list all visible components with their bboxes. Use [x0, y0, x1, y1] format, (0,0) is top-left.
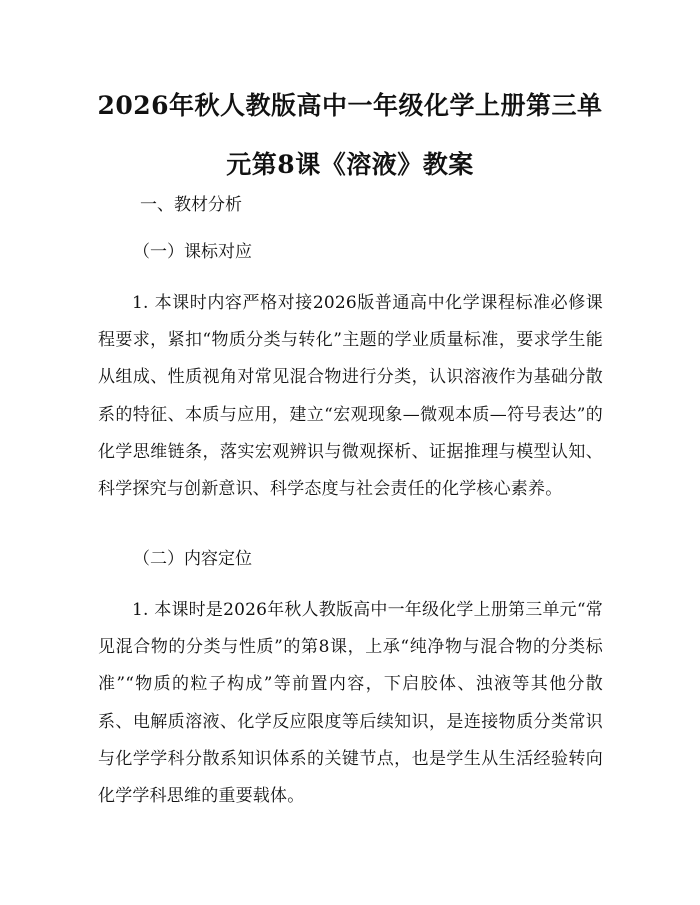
- paragraph-curriculum-standard: 1. 本课时内容严格对接2026版普通高中化学课程标准必修课程要求，紧扣“物质分类与转化”主题的学业质量标准，要求学生能从组成、性质视角对常见混合物进行分类，认识溶液作为基础分散系的特征、本质与应用，建立“宏观现象—微观本质—符号表达”的化学思维链条，落实宏观辨识与微观探析、证据推理与模型认知、科学探究与创新意识、科学态度与社会责任的化学核心素养。: [98, 293, 603, 500]
- subsection-heading-content-positioning: （二）内容定位: [133, 549, 252, 569]
- paragraph-content-positioning: 1. 本课时是2026年秋人教版高中一年级化学上册第三单元“常见混合物的分类与性质”的第8课，上承“纯净物与混合物的分类标准”“物质的粒子构成”等前置内容，下启胶体、浊液等其他分散系、电解质溶液、化学反应限度等后续知识，是连接物质分类常识与化学学科分散系知识体系的关键节点，也是学生从生活经验转向化学学科思维的重要载体。: [98, 600, 603, 807]
- section-heading-textbook-analysis: 一、教材分析: [140, 195, 242, 215]
- subsection-heading-curriculum-standard: （一）课标对应: [133, 242, 252, 262]
- document-title: 2026年秋人教版高中一年级化学上册第三单元第8课《溶液》教案: [97, 91, 603, 179]
